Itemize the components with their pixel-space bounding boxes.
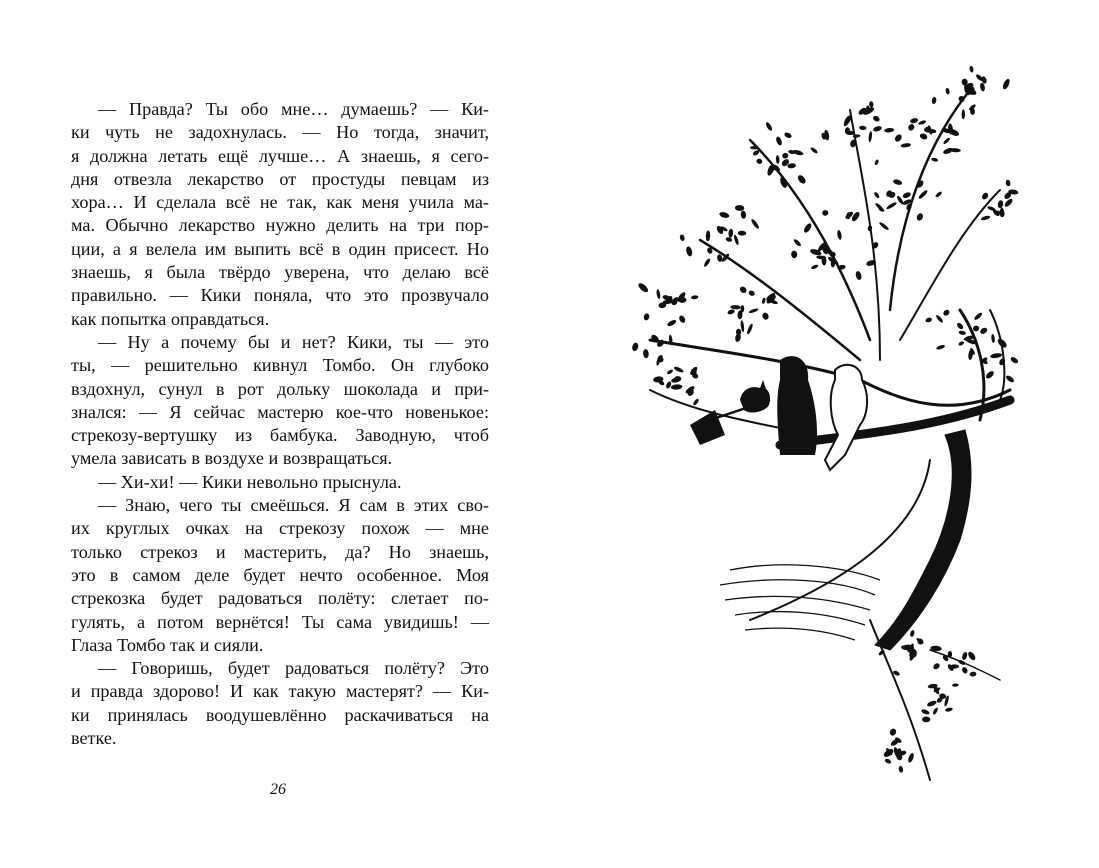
tree-trunk	[875, 430, 971, 650]
leaf	[925, 317, 933, 323]
leaf	[784, 132, 793, 139]
leaf	[776, 155, 780, 164]
leaf	[1005, 179, 1011, 186]
text-line: — Хи-хи! — Кики невольно прыснула.	[98, 471, 402, 492]
leaf	[945, 707, 953, 712]
leaf	[985, 370, 995, 380]
text-line: их круглых очках на стрекозу похож — мне	[71, 518, 489, 539]
leaf	[932, 662, 941, 670]
leaf	[656, 289, 661, 299]
leaf	[855, 270, 863, 280]
leaf	[791, 250, 798, 258]
leaf	[921, 708, 931, 715]
leaf	[1010, 356, 1019, 365]
leaf	[868, 131, 873, 143]
kiki-figure	[777, 356, 817, 455]
text-line: это в самом деле будет нечто особенное. Моя	[71, 564, 489, 585]
leaf	[884, 758, 892, 765]
leaf	[765, 121, 773, 131]
leaf	[728, 229, 733, 238]
leaf	[837, 230, 843, 240]
leaf	[967, 651, 977, 662]
leaf	[958, 330, 966, 335]
leaf	[991, 334, 995, 343]
leaf	[956, 322, 964, 331]
leaf	[643, 349, 650, 359]
text-line: и правда здорово! И как такую мастерят? — Ки-	[71, 681, 489, 702]
leaf	[775, 136, 783, 146]
text-line: правильно. — Кики поняла, что это прозвучало	[71, 285, 489, 306]
leaf	[958, 340, 965, 346]
leaf	[889, 728, 898, 737]
text-line: знаешь, я была твёрдо уверена, что делаю всё	[71, 262, 489, 283]
text-line: дня отвезла лекарство от простуды певцам из	[71, 168, 489, 189]
leaf	[811, 264, 819, 270]
leaf	[981, 192, 990, 201]
leaf	[793, 238, 802, 247]
leaf	[859, 125, 867, 130]
leaf	[1002, 78, 1011, 90]
leaf	[990, 352, 1003, 358]
tombo-figure	[825, 365, 867, 470]
leaf	[918, 120, 927, 126]
leaf	[691, 295, 699, 300]
text-line: — Знаю, чего ты смеёшься. Я сам в этих сво-	[98, 495, 489, 516]
text-line: ты, — решительно кивнул Томбо. Он глубоко	[71, 355, 489, 376]
leaf	[962, 109, 965, 119]
leaf	[671, 384, 683, 390]
leaf	[673, 366, 684, 374]
leaf	[931, 157, 939, 162]
text-line: ки чуть не задохнулась. — Но тогда, значит,	[71, 122, 489, 143]
leaf	[878, 221, 889, 231]
leaf	[750, 218, 760, 230]
leaf	[969, 671, 976, 677]
leaf	[942, 147, 953, 156]
leaf	[727, 309, 735, 316]
leaf	[872, 115, 881, 123]
leaf	[738, 231, 747, 236]
leaf	[730, 305, 741, 310]
leaf	[750, 146, 759, 149]
leaf	[980, 215, 990, 221]
leaf	[822, 210, 829, 216]
leaf	[972, 325, 980, 332]
text-line: Глаза Томбо так и сияли.	[71, 634, 264, 655]
leaf	[678, 314, 687, 323]
page-number: 26	[270, 781, 286, 798]
leaf	[907, 123, 915, 132]
leaf	[952, 683, 959, 687]
leaf	[935, 314, 944, 323]
leaf	[961, 666, 969, 674]
leaf	[787, 163, 796, 169]
leaf	[666, 369, 673, 375]
leaf	[873, 191, 880, 199]
leaf	[979, 82, 985, 91]
text-line: гулять, а потом вернётся! Ты сама увидишь! —	[71, 611, 489, 632]
leaf	[631, 342, 639, 352]
leaf	[900, 143, 911, 148]
leaf	[997, 200, 1004, 209]
leaf	[926, 700, 937, 708]
leaf	[973, 312, 983, 321]
leaf	[942, 309, 951, 317]
leaf	[902, 645, 914, 651]
text-line: стрекозка будет радоваться полёту: слетает по-	[71, 588, 489, 609]
leaf	[685, 246, 693, 257]
leaf	[918, 189, 929, 200]
leaf	[886, 201, 898, 210]
leaf	[945, 88, 950, 95]
leaf	[740, 210, 746, 219]
leaf	[1005, 374, 1015, 383]
leaf	[1003, 198, 1013, 208]
leaf	[748, 290, 756, 297]
leaf	[936, 344, 946, 350]
leaf	[756, 158, 763, 165]
text-line: ма. Обычно лекарство нужно делить на три пор-	[71, 215, 489, 236]
leaf	[919, 132, 928, 140]
leaf	[874, 159, 880, 166]
text-line: — Ну а почему бы и нет? Кики, ты — это	[98, 331, 489, 352]
text-line: вздохнул, сунул в рот дольку шоколада и при-	[71, 378, 489, 399]
leaf	[961, 651, 968, 660]
leaf	[969, 65, 974, 72]
leaf	[761, 312, 769, 321]
leaf	[803, 222, 813, 234]
leaf	[935, 191, 943, 198]
text-line: знался: — Я сейчас мастерю кое-что новенькое:	[71, 401, 489, 422]
leaf	[761, 297, 766, 304]
leaf	[916, 212, 924, 221]
text-line: как попытка оправдаться.	[71, 308, 270, 329]
tree-drawing	[630, 60, 1020, 800]
text-page	[71, 98, 489, 750]
leaf	[884, 127, 894, 132]
text-line: стрекозу-вертушку из бамбука. Заводную, чтоб	[71, 425, 489, 446]
leaf	[746, 323, 754, 335]
leaf	[692, 398, 699, 406]
leaf	[782, 153, 788, 159]
leaf	[643, 313, 650, 321]
leaf	[733, 234, 740, 245]
leaf	[943, 137, 951, 145]
leaf	[739, 285, 748, 294]
leaf	[725, 236, 733, 242]
leaf	[719, 211, 730, 219]
leaf	[873, 125, 883, 132]
leaf	[979, 326, 988, 335]
leaf	[910, 630, 916, 638]
leaf	[931, 97, 936, 105]
tree-illustration	[630, 60, 1020, 800]
ground-shadow	[720, 565, 880, 640]
leaf	[898, 766, 903, 773]
leaf	[706, 230, 711, 241]
leaf	[894, 133, 904, 143]
leaf	[909, 117, 918, 124]
leaf	[679, 234, 685, 242]
text-line: умела зависать в воздухе и возвращаться.	[71, 448, 393, 469]
text-line: ции, а я велела им выпить всё в один присест. Но	[71, 238, 489, 259]
text-line: — Говоришь, будет радоваться полёту? Это	[98, 658, 489, 679]
text-line: ветке.	[71, 728, 117, 749]
text-line: — Правда? Ты обо мне… думаешь? — Ки-	[98, 99, 489, 119]
leaf	[703, 258, 711, 268]
cat-silhouette	[740, 380, 770, 412]
leaf	[748, 308, 759, 314]
text-line: только стрекоз и мастерить, да? Но знаешь,	[71, 541, 489, 562]
leaf	[735, 205, 745, 211]
leaf	[869, 101, 874, 108]
text-line: ки принялась воодушевлённо раскачиваться на	[71, 704, 489, 725]
leaf	[922, 717, 930, 723]
leaf	[892, 178, 902, 185]
text-line: хора… И сделала всё не так, как меня учила ма-	[71, 192, 489, 213]
leaf	[932, 707, 939, 715]
leaf	[666, 319, 677, 328]
leaf	[796, 174, 807, 185]
leaf	[810, 146, 819, 154]
leaf	[902, 191, 912, 199]
leaf	[907, 752, 915, 763]
leaf	[637, 282, 650, 294]
text-line: я должна летать ещё лучше… А знаешь, я сего-	[71, 145, 489, 166]
